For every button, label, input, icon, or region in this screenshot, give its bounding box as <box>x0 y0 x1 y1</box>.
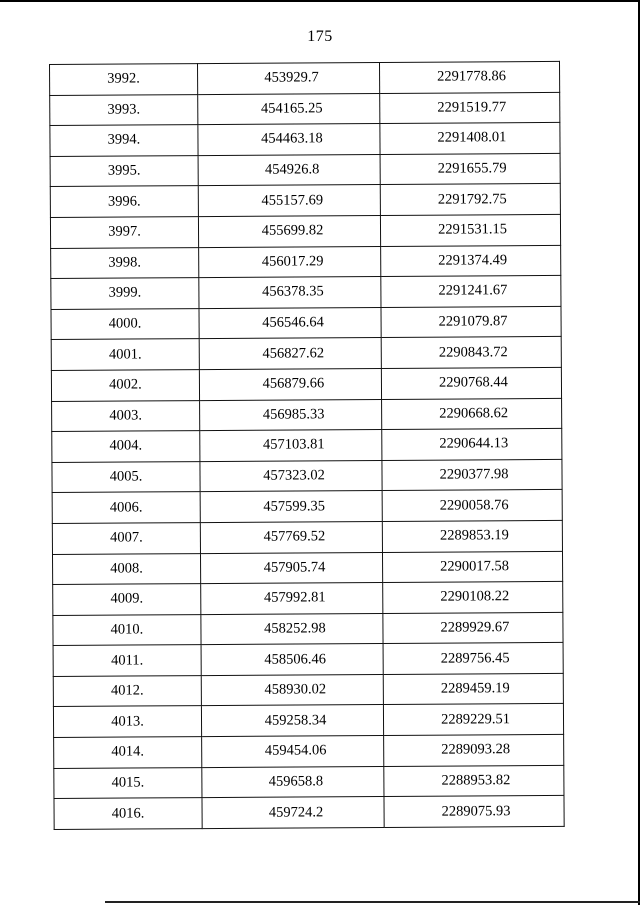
table-row <box>50 123 560 157</box>
y-coordinate-cell: 2291531.15 <box>380 214 560 246</box>
y-coordinate-cell: 2289756.45 <box>383 643 563 675</box>
y-coordinate-cell: 2290668.62 <box>382 398 562 430</box>
y-coordinate-cell: 2289929.67 <box>383 612 563 644</box>
point-number-cell: 4016. <box>54 798 202 829</box>
point-number-cell: 3999. <box>51 278 199 309</box>
table-row <box>53 612 563 646</box>
table-row <box>54 796 564 830</box>
x-coordinate-cell: 455157.69 <box>198 185 380 217</box>
table-row <box>50 153 560 187</box>
table-row <box>52 490 562 524</box>
table-row <box>52 428 562 462</box>
page-border-bottom <box>105 901 640 903</box>
x-coordinate-cell: 459454.06 <box>202 736 384 768</box>
x-coordinate-cell: 457992.81 <box>201 583 383 615</box>
table-row <box>50 214 560 248</box>
table-row <box>51 337 561 371</box>
page-border-top <box>0 0 640 2</box>
point-number-cell: 3994. <box>50 125 198 156</box>
point-number-cell: 4014. <box>54 737 202 768</box>
table-row <box>53 643 563 677</box>
y-coordinate-cell: 2289229.51 <box>383 704 563 736</box>
y-coordinate-cell: 2288953.82 <box>384 765 564 797</box>
x-coordinate-cell: 456827.62 <box>199 338 381 370</box>
x-coordinate-cell: 454926.8 <box>198 154 380 186</box>
point-number-cell: 4008. <box>52 553 200 584</box>
table-row <box>53 673 563 707</box>
x-coordinate-cell: 456017.29 <box>199 246 381 278</box>
point-number-cell: 4005. <box>52 461 200 492</box>
table-row <box>52 398 562 432</box>
x-coordinate-cell: 456378.35 <box>199 277 381 309</box>
table-row <box>51 306 561 340</box>
y-coordinate-cell: 2289075.93 <box>384 796 564 828</box>
point-number-cell: 3993. <box>50 94 198 125</box>
y-coordinate-cell: 2291778.86 <box>379 61 559 93</box>
point-number-cell: 3992. <box>50 64 198 95</box>
table-row <box>51 367 561 401</box>
y-coordinate-cell: 2289853.19 <box>382 520 562 552</box>
table-row <box>51 276 561 310</box>
point-number-cell: 3996. <box>50 186 198 217</box>
y-coordinate-cell: 2290108.22 <box>383 581 563 613</box>
point-number-cell: 4001. <box>51 339 199 370</box>
coordinates-table-body <box>50 61 565 829</box>
y-coordinate-cell: 2290843.72 <box>381 337 561 369</box>
x-coordinate-cell: 458506.46 <box>201 644 383 676</box>
x-coordinate-cell: 454463.18 <box>198 124 380 156</box>
point-number-cell: 4006. <box>52 492 200 523</box>
coordinates-table <box>49 61 565 830</box>
y-coordinate-cell: 2289459.19 <box>383 673 563 705</box>
point-number-cell: 4010. <box>53 614 201 645</box>
x-coordinate-cell: 457103.81 <box>200 430 382 462</box>
y-coordinate-cell: 2291792.75 <box>380 184 560 216</box>
x-coordinate-cell: 458930.02 <box>201 674 383 706</box>
x-coordinate-cell: 457769.52 <box>200 521 382 553</box>
point-number-cell: 4013. <box>53 706 201 737</box>
point-number-cell: 4000. <box>51 308 199 339</box>
y-coordinate-cell: 2291241.67 <box>381 276 561 308</box>
point-number-cell: 4002. <box>51 370 199 401</box>
x-coordinate-cell: 457323.02 <box>200 460 382 492</box>
table-row <box>54 734 564 768</box>
x-coordinate-cell: 453929.7 <box>198 62 380 94</box>
table-row <box>50 61 560 95</box>
point-number-cell: 4011. <box>53 645 201 676</box>
x-coordinate-cell: 459724.2 <box>202 797 384 829</box>
page-number: 175 <box>307 28 333 45</box>
point-number-cell: 4003. <box>52 400 200 431</box>
x-coordinate-cell: 456546.64 <box>199 307 381 339</box>
y-coordinate-cell: 2290377.98 <box>382 459 562 491</box>
point-number-cell: 3995. <box>50 155 198 186</box>
table-row <box>52 551 562 585</box>
y-coordinate-cell: 2290644.13 <box>382 428 562 460</box>
y-coordinate-cell: 2291374.49 <box>381 245 561 277</box>
point-number-cell: 3998. <box>51 247 199 278</box>
x-coordinate-cell: 457599.35 <box>200 491 382 523</box>
table-row <box>54 765 564 799</box>
x-coordinate-cell: 456879.66 <box>199 368 381 400</box>
table-row <box>52 459 562 493</box>
x-coordinate-cell: 459258.34 <box>201 705 383 737</box>
table-row <box>53 704 563 738</box>
x-coordinate-cell: 454165.25 <box>198 93 380 125</box>
point-number-cell: 4015. <box>54 767 202 798</box>
x-coordinate-cell: 459658.8 <box>202 766 384 798</box>
y-coordinate-cell: 2290058.76 <box>382 490 562 522</box>
point-number-cell: 4007. <box>52 522 200 553</box>
x-coordinate-cell: 455699.82 <box>198 215 380 247</box>
point-number-cell: 4012. <box>53 675 201 706</box>
table-row <box>52 520 562 554</box>
y-coordinate-cell: 2290017.58 <box>382 551 562 583</box>
table-row <box>50 92 560 126</box>
y-coordinate-cell: 2291519.77 <box>380 92 560 124</box>
point-number-cell: 4004. <box>52 431 200 462</box>
y-coordinate-cell: 2291655.79 <box>380 153 560 185</box>
table-row <box>50 184 560 218</box>
table-row <box>51 245 561 279</box>
y-coordinate-cell: 2291408.01 <box>380 123 560 155</box>
x-coordinate-cell: 456985.33 <box>200 399 382 431</box>
y-coordinate-cell: 2289093.28 <box>384 734 564 766</box>
x-coordinate-cell: 457905.74 <box>200 552 382 584</box>
y-coordinate-cell: 2290768.44 <box>381 367 561 399</box>
point-number-cell: 3997. <box>50 217 198 248</box>
y-coordinate-cell: 2291079.87 <box>381 306 561 338</box>
x-coordinate-cell: 458252.98 <box>201 613 383 645</box>
point-number-cell: 4009. <box>53 584 201 615</box>
table-row <box>53 581 563 615</box>
